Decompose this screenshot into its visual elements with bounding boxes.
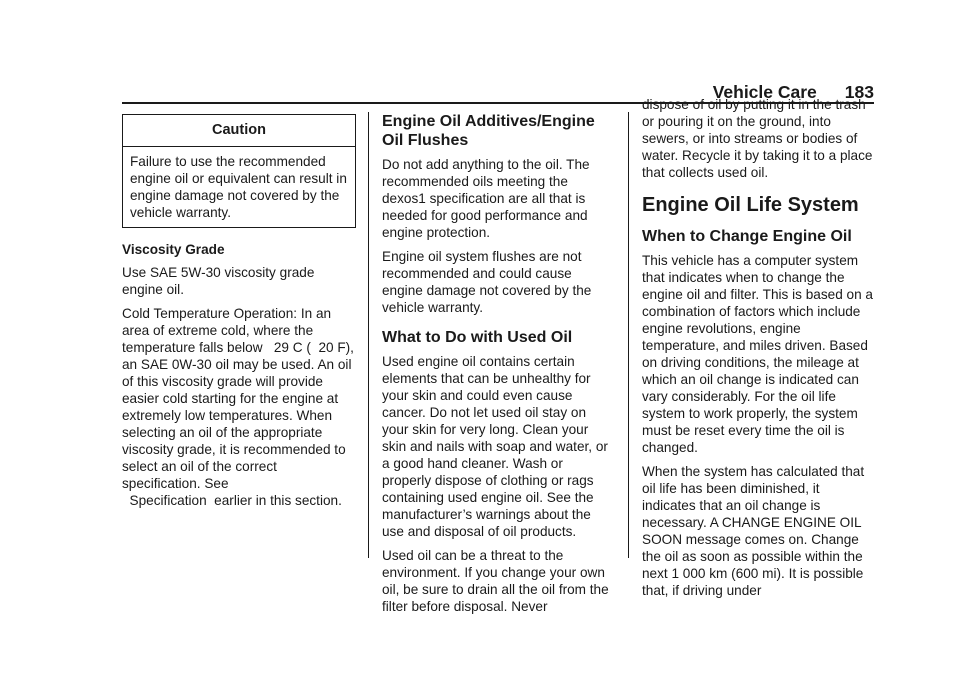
caution-title: Caution xyxy=(123,115,355,147)
section-title: Vehicle Care xyxy=(712,82,817,102)
column-left xyxy=(122,114,356,516)
viscosity-grade-label: Viscosity Grade xyxy=(122,242,225,257)
column-divider xyxy=(368,112,369,558)
oil-life-system-heading: Engine Oil Life System xyxy=(642,194,859,216)
used-oil-text: Used engine oil contains certain elements that can be unhealthy for your skin and could even cause cancer. Do not let used oil stay on your skin for very long. Clean your skin and nails with soap and water, or a good hand cleaner. Wash or properly dispose of clothing or rags containing used engine oil. See the manufacturer’s warnings about the use and disposal of oil products. xyxy=(382,354,608,539)
additives-heading: Engine Oil Additives/Engine Oil Flushes xyxy=(382,113,595,149)
column-right xyxy=(642,96,876,606)
when-to-change-text: This vehicle has a computer system that indicates when to change the engine oil and filter. This is based on a combination of factors which include engine revolutions, engine temperature, and miles driven. Based on driving conditions, the mileage at which an oil change is indicated can vary considerably. For the oil life system to work properly, the system must be reset every time the oil is changed. xyxy=(642,253,873,455)
continued-text: dispose of oil by putting it in the trash or pouring it on the ground, into sewers, or into streams or bodies of water. Recycle it by taking it to a place that collects used oil. xyxy=(642,97,873,180)
column-divider xyxy=(628,112,629,558)
additives-text: Do not add anything to the oil. The recommended oils meeting the dexos1 specification are all that is needed for good performance and engine protection. xyxy=(382,157,590,240)
used-oil-environment-text: Used oil can be a threat to the environment. If you change your own oil, be sure to drain all the oil from the filter before disposal. Never xyxy=(382,548,609,614)
page-number: 183 xyxy=(844,82,874,102)
flushes-text: Engine oil system flushes are not recommended and could cause engine damage not covered by the vehicle warranty. xyxy=(382,249,592,315)
caution-box xyxy=(122,114,356,228)
column-middle xyxy=(382,112,610,622)
oil-life-diminished-text: When the system has calculated that oil life has been diminished, it indicates that an oil change is necessary. A CHANGE ENGINE OIL SOON message comes on. Change the oil as soon as possible within the next 1 000 km (600 mi). It is possible that, if driving under xyxy=(642,464,865,598)
cold-temperature-text: Cold Temperature Operation: In an area of extreme cold, where the temperature falls below 29 C ( 20 F), an SAE 0W-30 oil may be used. An oil of this viscosity grade will provide easier cold starting for the engine at extremely low temperatures. When selecting an oil of the appropriate viscosity grade, it is recommended to select an oil of the correct specification. See Specification earlier in this section. xyxy=(122,306,354,508)
used-oil-heading: What to Do with Used Oil xyxy=(382,329,573,346)
viscosity-text: Use SAE 5W-30 viscosity grade engine oil. xyxy=(122,265,315,297)
when-to-change-heading: When to Change Engine Oil xyxy=(642,228,852,245)
caution-text: Failure to use the recommended engine oil or equivalent can result in engine damage not covered by the vehicle warranty. xyxy=(130,154,347,220)
